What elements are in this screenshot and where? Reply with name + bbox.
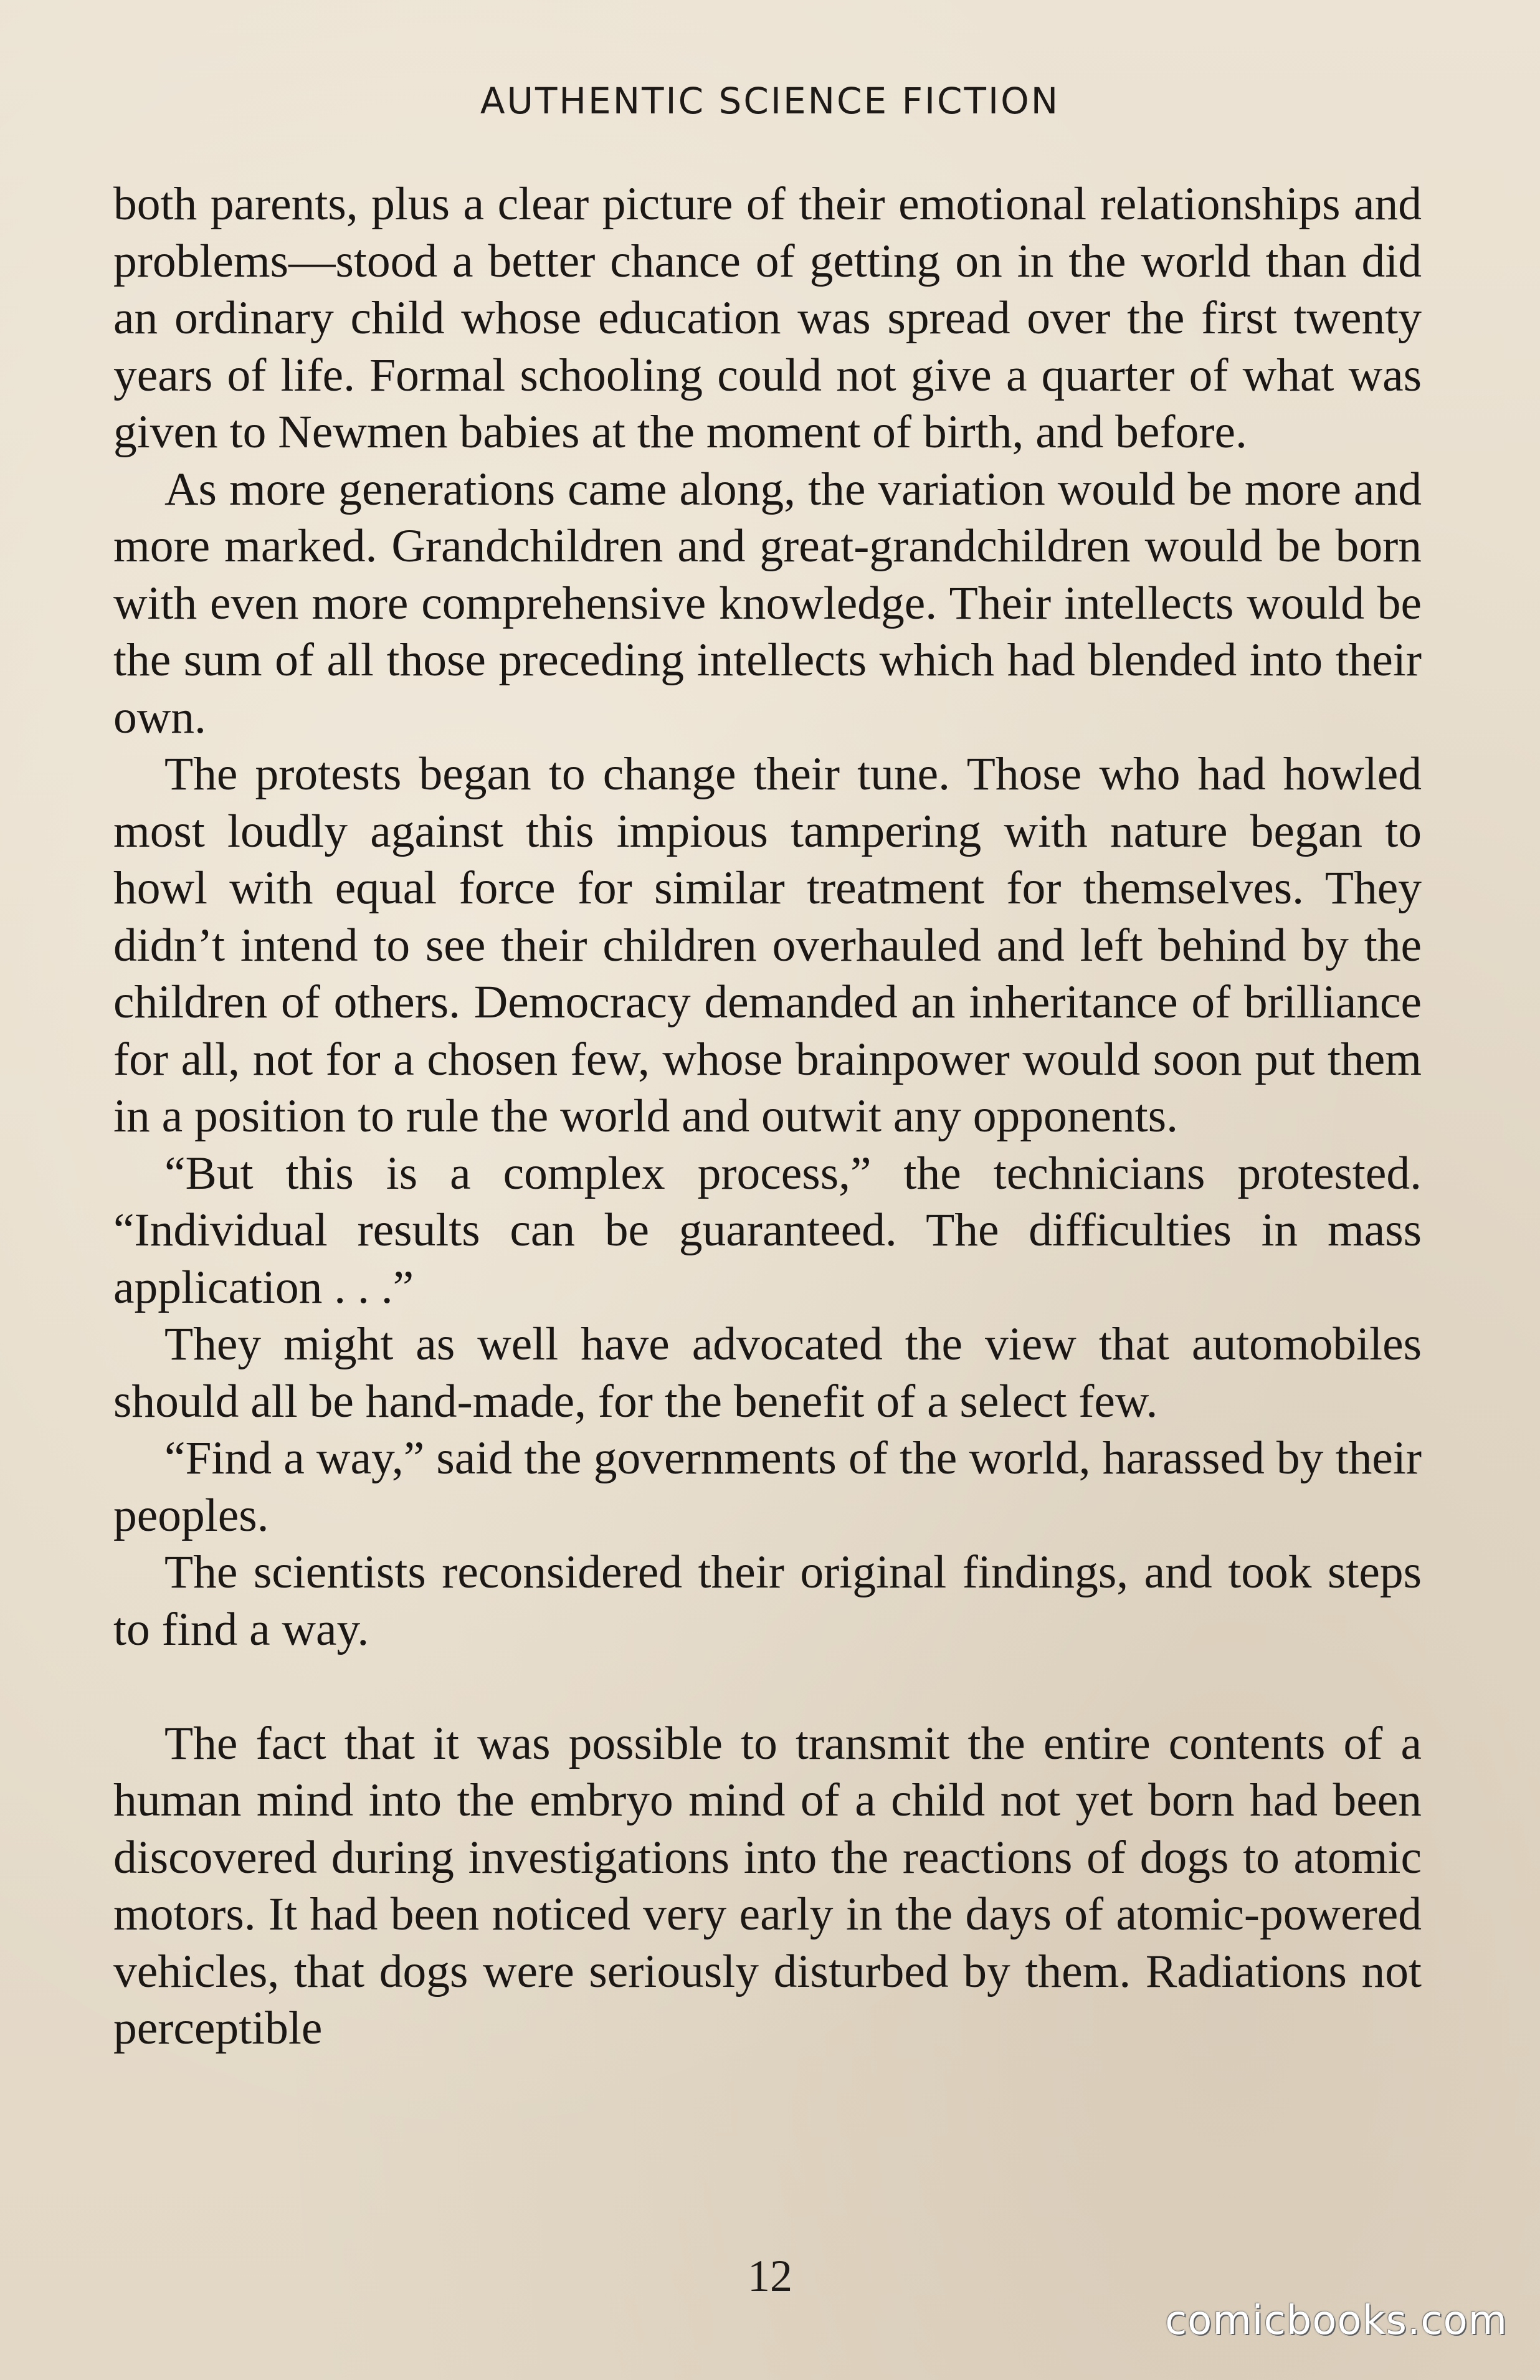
paragraph: The protests began to change their tune. Those who had howled most loudly against this impious tampering with nature began to howl with equal force for similar treatment for themselves. They didn’t intend to see their children overhauled and left behind by the children of others. Democracy demanded an inheritance of brilliance for all, not for a chosen few, whose brainpower would soon put them in a position to rule the world and outwit any opponents. (113, 748, 1422, 1142)
section-break (113, 1658, 1422, 1715)
paragraph: As more generations came along, the variation would be more and more marked. Grandchildren and great-grandchildren would be born with even more comprehensive knowledge. Their intellects would be the sum of all those preceding intellects which had blended into their own. (113, 463, 1422, 743)
watermark: comicbooks.com (1164, 2298, 1508, 2344)
paragraph: They might as well have advocated the view that automobiles should all be hand-made, for the benefit of a select few. (113, 1318, 1422, 1427)
page-number: 12 (748, 2251, 792, 2301)
paragraph: The scientists reconsidered their original findings, and took steps to find a way. (113, 1546, 1422, 1655)
paragraph: The fact that it was possible to transmit the entire contents of a human mind into the embryo mind of a child not yet born had been discovered during investigations into the reactions of dogs to atomic motors. It had been noticed very early in the days of atomic-powered vehicles, that dogs were seriously disturbed by them. Radiations not perceptible (113, 1717, 1422, 2054)
paragraph: “But this is a complex process,” the technicians protested. “Individual results can be guaranteed. The difficulties in mass application . . .” (113, 1147, 1422, 1313)
paragraph: “Find a way,” said the governments of the world, harassed by their peoples. (113, 1432, 1422, 1541)
paragraph: both parents, plus a clear picture of their emotional relationships and problems—stood a better chance of getting on in the world than did an ordinary child whose education was spread over the first twenty years of life. Formal schooling could not give a quarter of what was given to Newmen babies at the moment of birth, and before. (113, 178, 1422, 458)
body-text (113, 176, 1422, 2057)
running-head: AUTHENTIC SCIENCE FICTION (480, 80, 1060, 122)
